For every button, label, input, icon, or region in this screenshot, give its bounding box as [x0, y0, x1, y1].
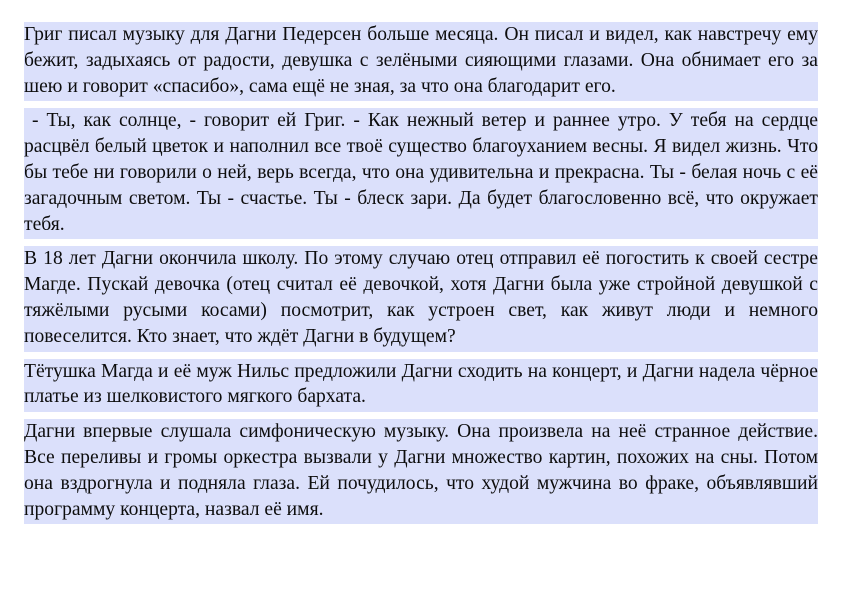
paragraph-2: - Ты, как солнце, - говорит ей Григ. - Как нежный ветер и раннее утро. У тебя на сердце расцвёл белый цветок и наполнил все твоё существо благоуханием весны. Я видел жизнь. Что бы тебе ни говорили о ней, верь всегда, что она удивительна и прекрасна. Ты - белая ночь с её загадочным светом. Ты - счастье. Ты - блеск зари. Да будет благословенно всё, что окружает тебя.: [24, 108, 818, 239]
paragraph-5: Дагни впервые слушала симфоническую музыку. Она произвела на неё странное действие. Все переливы и громы оркестра вызвали у Дагни множество картин, похожих на сны. Потом она вздрогнула и подняла глаза. Ей почудилось, что худой мужчина во фраке, объявлявший программу концерта, назвал её имя.: [24, 419, 818, 524]
paragraph-1: Григ писал музыку для Дагни Педерсен больше месяца. Он писал и видел, как навстречу ему бежит, задыхаясь от радости, девушка с зелёными сияющими глазами. Она обнимает его за шею и говорит «спасибо», сама ещё не зная, за что она благодарит его.: [24, 22, 818, 101]
document-page: [24, 22, 823, 524]
paragraph-3: В 18 лет Дагни окончила школу. По этому случаю отец отправил её погостить к своей сестре Магде. Пускай девочка (отец считал её девочкой, хотя Дагни была уже стройной девушкой с тяжёлыми русыми косами) посмотрит, как устроен свет, как живут люди и немного повеселится. Кто знает, что ждёт Дагни в будущем?: [24, 246, 818, 351]
paragraph-4: Тётушка Магда и её муж Нильс предложили Дагни сходить на концерт, и Дагни надела чёрное платье из шелковистого мягкого бархата.: [24, 359, 818, 413]
